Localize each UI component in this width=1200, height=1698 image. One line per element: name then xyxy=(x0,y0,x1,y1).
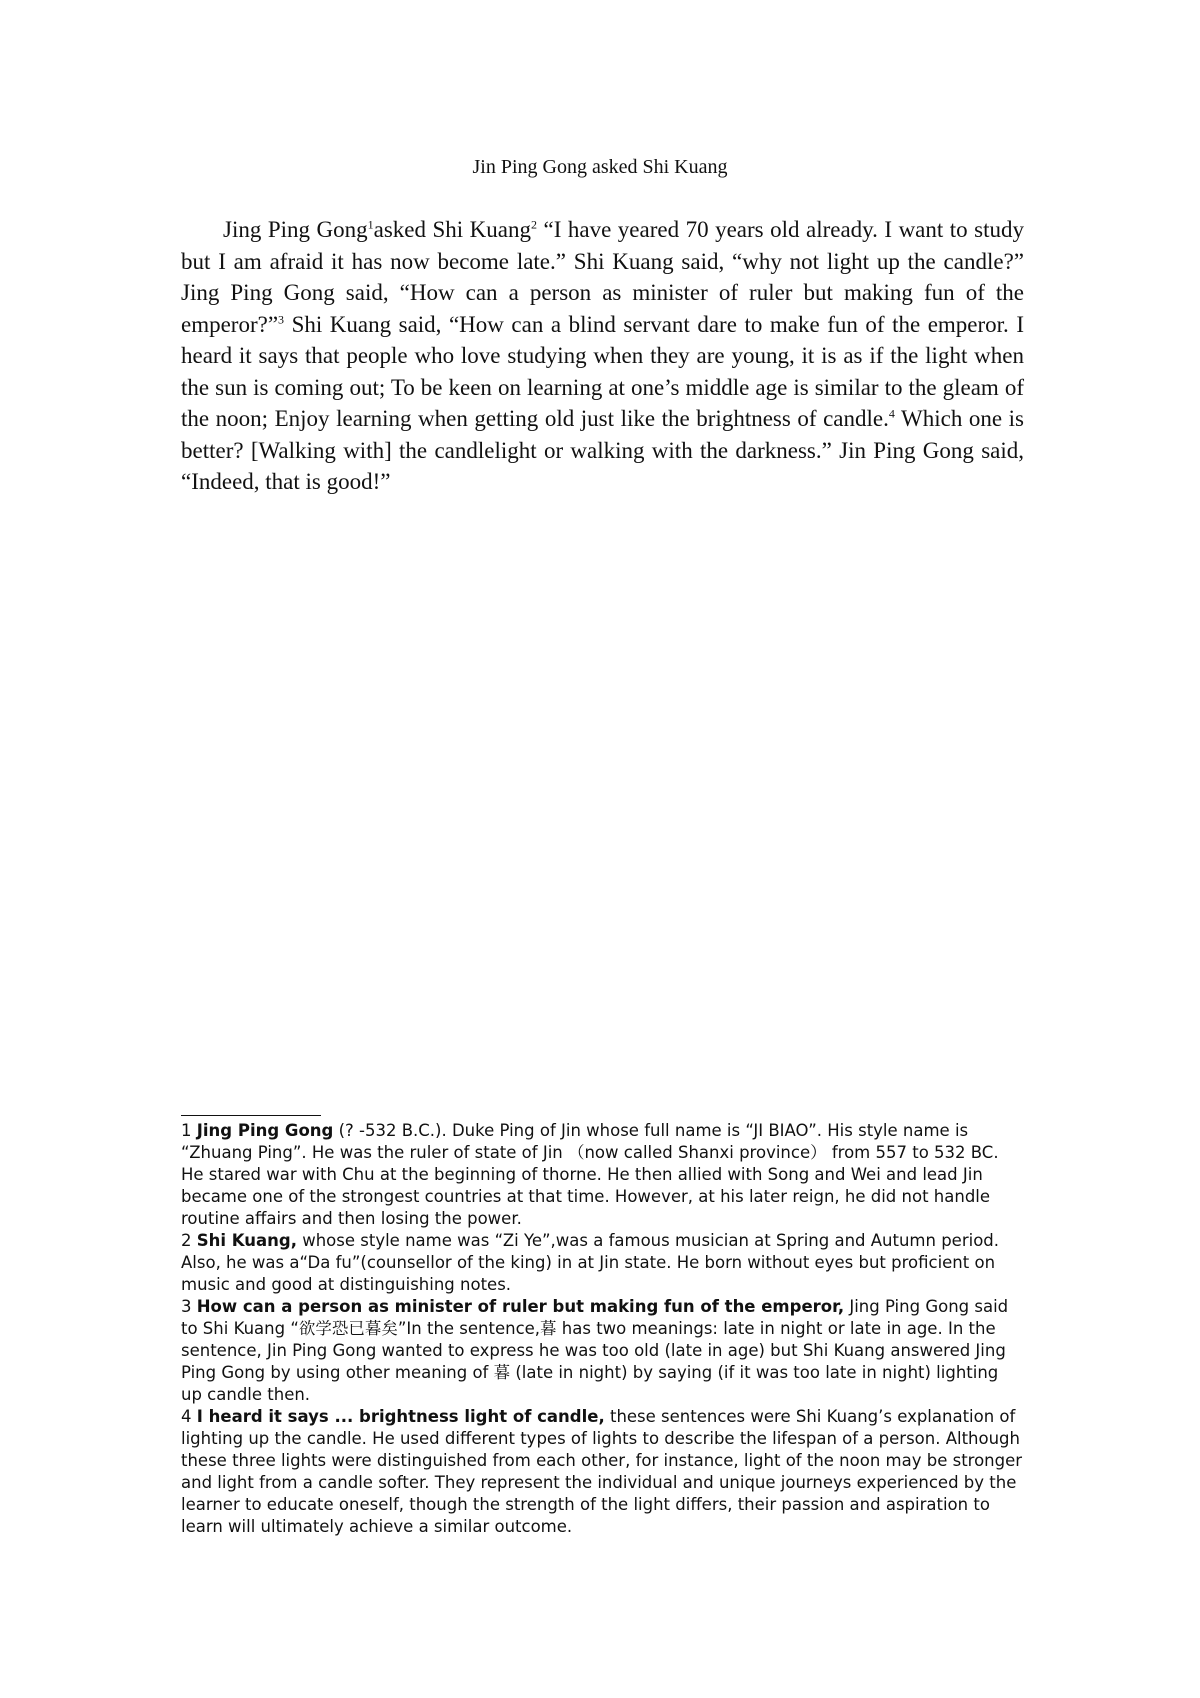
footnote-term: Jing Ping Gong xyxy=(196,1121,334,1140)
footnote-term: How can a person as minister of ruler but making fun of the emperor, xyxy=(196,1297,845,1316)
footnote-number: 3 xyxy=(181,1297,197,1316)
footnote-text: whose style name was “Zi Ye”,was a famous musician at Spring and Autumn period. Also, he was a“Da fu”(counsellor of the king) in at Jin state. He born without eyes but proficient on music and good at distinguishing notes. xyxy=(181,1231,1000,1294)
footnote-term: Shi Kuang, xyxy=(196,1231,297,1250)
body-text-segment: “I have yeared 70 years old already. I want to study but I am afraid it has now become late.” Shi Kuang said, “why not light up the candle?” Jing Ping Gong said, “How can a person as minister of ruler but making fun of the emperor?” xyxy=(181,217,1024,337)
body-text-segment: Which one is better? [Walking with] the candlelight or walking with the darkness.” Jin Ping Gong said, “Indeed, that is good!” xyxy=(181,406,1024,494)
footnote-number: 1 xyxy=(181,1121,197,1140)
footnote-reference: 1 xyxy=(367,217,374,232)
footnote xyxy=(181,1230,1024,1296)
body-text-segment: Jing Ping Gong xyxy=(223,217,368,242)
footnote-separator xyxy=(181,1115,321,1116)
footnote-number: 4 xyxy=(181,1407,197,1426)
footnote-text: (? -532 B.C.). Duke Ping of Jin whose full name is “JI BIAO”. His style name is “Zhuang Ping”. He was the ruler of state of Jin （now called Shanxi province） from 557 to 532 BC. He stared war with Chu at the beginning of thorne. He then allied with Song and Wei and lead Jin became one of the strongest countries at that time. However, at his later reign, he did not handle routine affairs and then losing the power. xyxy=(181,1121,999,1228)
footnote-reference: 2 xyxy=(531,217,538,232)
body-text-segment: Shi Kuang said, “How can a blind servant dare to make fun of the emperor. I heard it says that people who love studying when they are young, it is as if the light when the sun is coming out; To be keen on learning at one’s middle age is similar to the gleam of the noon; Enjoy learning when getting old just like the brightness of candle. xyxy=(181,311,1024,431)
footnote-reference: 3 xyxy=(278,311,285,326)
document-title: Jin Ping Gong asked Shi Kuang xyxy=(472,156,728,178)
footnotes-section xyxy=(181,1120,1024,1538)
body-text-segment: asked Shi Kuang xyxy=(373,217,532,242)
footnote xyxy=(181,1120,1024,1230)
footnote-text: Jing Ping Gong said to Shi Kuang “欲学恐已暮矣”In the sentence,暮 has two meanings: late in night or late in age. In the sentence, Jin Ping Gong wanted to express he was too old (late in age) but Shi Kuang answered Jing Ping Gong by using other meaning of 暮 (late in night) by saying (if it was too late in night) lighting up candle then. xyxy=(181,1297,1009,1404)
footnote-text: these sentences were Shi Kuang’s explanation of lighting up the candle. He used different types of lights to describe the lifespan of a person. Although these three lights were distinguished from each other, for instance, light of the noon may be stronger and light from a candle softer. They represent the individual and unique journeys experienced by the learner to educate oneself, though the strength of the light differs, their passion and aspiration to learn will ultimately achieve a similar outcome. xyxy=(181,1407,1023,1536)
footnote-reference: 4 xyxy=(888,406,895,421)
footnote xyxy=(181,1296,1024,1406)
footnote xyxy=(181,1406,1024,1538)
main-paragraph xyxy=(181,214,1024,498)
footnote-term: I heard it says ... brightness light of candle, xyxy=(196,1407,605,1426)
footnote-number: 2 xyxy=(181,1231,197,1250)
